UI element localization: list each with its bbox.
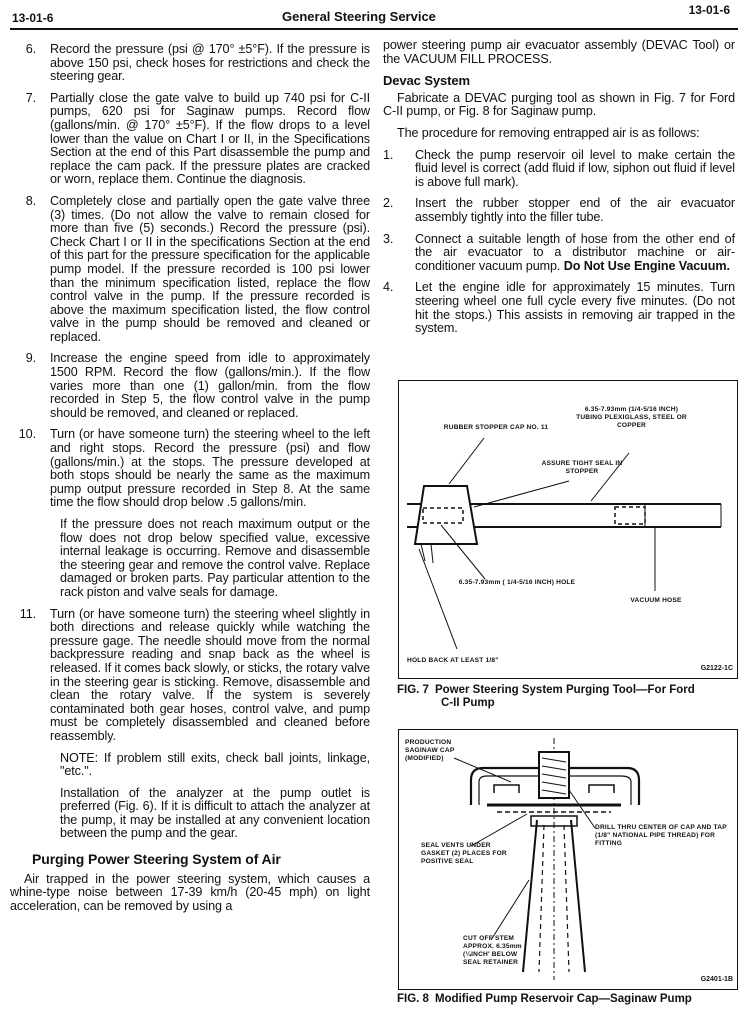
- step-number: 3.: [383, 231, 394, 246]
- figure-label: FIG. 8: [397, 993, 429, 1005]
- caption-text: Power Steering System Purging Tool—For Ford: [434, 684, 695, 696]
- continued-paragraph: power steering pump air evacuator assembly (DEVAC Tool) or the VACUUM FILL PROCESS.: [383, 38, 735, 66]
- step-11: [10, 608, 370, 744]
- step-text: Turn (or have someone turn) the steering wheel slightly in both directions and release quickly while watching the pressure gage. The needle should move from the normal backpressure reading and snap back as the wheel is released. If it comes back slowly, or sticks, the rotary valve in the steering gear is sticking. Remove, disassemble and clean the rotary valve. If the system is severely contaminated both gear hoses, control valve, and pump must be completely disassembled and cleaned before reassembly.: [50, 606, 370, 743]
- subsection-heading: Devac System: [383, 73, 470, 89]
- step-text: Partially close the gate valve to build up 740 psi for C-II pumps, 620 psi for Saginaw pumps. Record flow (gallons/min. @ 170° ±5°F). If the flow drops to a level lower than the value on Chart I or II, in the Specifications Section at the end of this Part disassemble the pump and replace the cam pack. If the pressure plates are cracked or worn, replace them. Continue the diagnosis.: [50, 90, 370, 187]
- label-cut-off: CUT OFF STEM APPROX. 6.35mm (¼INCH' BELOW SEAL RETAINER: [463, 935, 522, 966]
- step-7: [10, 92, 370, 187]
- caption-text: Modified Pump Reservoir Cap—Saginaw Pump: [434, 993, 692, 1005]
- step-text: Insert the rubber stopper end of the air evacuator assembly tightly into the filler tube.: [415, 196, 735, 224]
- figure-8: [398, 729, 738, 990]
- step-number: 2.: [383, 196, 394, 211]
- caption-line-2: C-II Pump: [441, 697, 495, 709]
- step-number: 6.: [25, 42, 36, 56]
- label-rubber-stopper: RUBBER STOPPER CAP NO. 11: [443, 424, 549, 431]
- figure-id: G2122-1C: [700, 665, 733, 672]
- step-number: 9.: [25, 351, 36, 366]
- devac-intro: Fabricate a DEVAC purging tool as shown in Fig. 7 for Ford C-II pump, or Fig. 8 for Saginaw pump.: [383, 90, 735, 119]
- step-6: [10, 43, 370, 84]
- label-tubing: 6.35-7.93mm (1/4-5/16 INCH) TUBING PLEXIGLASS, STEEL OR COPPER: [576, 406, 687, 429]
- label-production-cap: PRODUCTION SAGINAW CAP (MODIFIED): [405, 739, 455, 762]
- step-number: 1.: [383, 147, 394, 162]
- label-hold-back: HOLD BACK AT LEAST 1/8": [407, 657, 499, 664]
- step-9: [10, 352, 370, 420]
- figure-id: G2401-1B: [700, 976, 733, 983]
- caption-line-1: [397, 684, 742, 697]
- figure-7-caption: [397, 684, 742, 710]
- procedure-intro: The procedure for removing entrapped air is as follows:: [397, 125, 700, 140]
- devac-step-4: [383, 281, 735, 335]
- step-10: [10, 428, 370, 510]
- label-vacuum-hose: VACUUM HOSE: [630, 597, 682, 604]
- step-11-note: NOTE: If problem still exits, check ball joints, linkage, "etc.".: [60, 750, 370, 779]
- step-text: Turn (or have someone turn) the steering wheel to the left and right stops. Record the pressure (psi) and flow (gallons/min.) at the stops. The pressure developed at both stops should be nearly the same as the maximum pump output pressure recorded in Step 8. At the same time the flow should drop below .5 gallons/min.: [50, 427, 370, 510]
- page-title: General Steering Service: [282, 9, 436, 24]
- figure-8-caption: [397, 993, 742, 1006]
- label-hole: 6.35-7.93mm ( 1/4-5/16 INCH) HOLE: [458, 579, 576, 586]
- figure-label: FIG. 7: [397, 684, 429, 696]
- step-11-installation: Installation of the analyzer at the pump outlet is preferred (Fig. 6). If it is difficult to attach the analyzer at the pump, it may be installed at any convenient location between the pump and the gear.: [60, 785, 370, 841]
- page-number-left: 13-01-6: [12, 11, 54, 25]
- step-text: Check the pump reservoir oil level to make certain the fluid level is correct (add fluid if low, siphon out fluid if level is above full mark).: [415, 147, 735, 189]
- right-column: [383, 39, 735, 344]
- header-rule: [10, 28, 738, 30]
- step-10-note: If the pressure does not reach maximum output or the flow does not drop below specified value, excessive internal leakage is occurring. Remove and disassemble the steering gear and remove the control valve. Replace damaged or broken parts. Pay particular attention to the rack piston and valve seals for damage.: [60, 517, 370, 599]
- step-warning: Do Not Use Engine Vacuum.: [563, 258, 730, 273]
- step-8: [10, 195, 370, 345]
- step-number: 4.: [383, 280, 394, 295]
- step-text: Completely close and partially open the gate valve three (3) times. (Do not allow the valve to remain closed for more than five (5) seconds.) Record the pressure (psi). Check Chart I or II in the specifications Section at the end of this part for the pressure specification for the applicable pump model. If the pressure recorded is 100 psi lower than the minimum specification listed, replace the flow control valve in the pump. If the pressure recorded is above the maximum specification listed, the flow control valve in the pump should be removed and cleaned or replaced.: [50, 193, 370, 344]
- page-number-right: 13-01-6: [688, 3, 730, 17]
- step-text: Increase the engine speed from idle to approximately 1500 RPM. Record the flow (gallons/min.). If the flow varies more than one (1) gallon/min. from the flow recorded in Step 5, the flow control valve in the pump should be removed, and cleaned or replaced.: [50, 351, 370, 420]
- label-seal-vents: SEAL VENTS UNDER GASKET (2) PLACES FOR POSITIVE SEAL: [421, 842, 507, 865]
- devac-step-3: [383, 233, 735, 274]
- left-column: [10, 43, 370, 921]
- step-text: Record the pressure (psi @ 170° ±5°F). If the pressure is above 150 psi, check hoses for restrictions and check the steering gear.: [50, 42, 370, 84]
- figure-7: [398, 380, 738, 679]
- step-number: 8.: [25, 193, 36, 208]
- step-number: 11.: [19, 606, 36, 621]
- step-text: Connect a suitable length of hose from the other end of the air evacuator to a distributor machine or air-conditioner vacuum pump.: [415, 231, 735, 273]
- section-paragraph: Air trapped in the power steering system, which causes a whine-type noise between 17-39 km/h (20-45 mph) on light acceleration, can be removed by using a: [10, 871, 370, 913]
- step-number: 7.: [25, 90, 36, 105]
- step-text: Let the engine idle for approximately 15 minutes. Turn steering wheel one full cycle every five minutes. (Do not hit the stops.) This assists in removing air trapped in the system.: [415, 280, 735, 336]
- label-drill: DRILL THRU CENTER OF CAP AND TAP (1/8" NATIONAL PIPE THREAD) FOR FITTING: [595, 824, 727, 847]
- section-heading: Purging Power Steering System of Air: [32, 851, 281, 868]
- devac-step-2: [383, 197, 735, 224]
- devac-step-1: [383, 149, 735, 190]
- label-tight-seal: ASSURE TIGHT SEAL IN STOPPER: [541, 460, 623, 475]
- step-number: 10.: [18, 427, 36, 442]
